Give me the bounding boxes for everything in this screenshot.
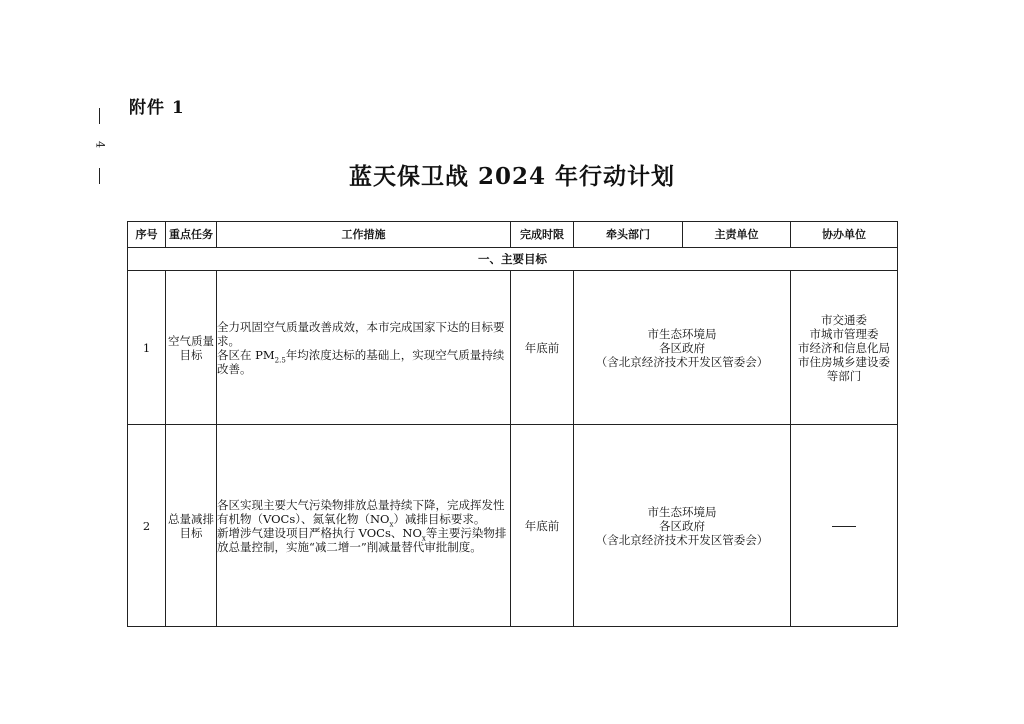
header-deadline: 完成时限: [511, 222, 574, 248]
table-row: [128, 271, 898, 425]
measure-text: 新增涉气建设项目严格执行 VOCs、$NO_x$等主要污染物排放总量控制，实施“减二增一”削减量替代审批制度。: [217, 525, 507, 554]
page-title: 蓝天保卫战 2024 年行动计划: [348, 163, 676, 190]
section-row: [128, 248, 898, 271]
row-number: 2: [128, 425, 166, 627]
row-measures: [217, 425, 511, 627]
table-header-row: [128, 222, 898, 248]
page-number: 4: [93, 141, 107, 148]
header-measures: 工作措施: [217, 222, 511, 248]
header-no: 序号: [128, 222, 166, 248]
row-task: 总量减排目标: [166, 425, 217, 627]
measure-text: 各区实现主要大气污染物排放总量持续下降，完成挥发性有机物（VOCs）、氮氧化物$(NO_x)$减排目标要求。: [217, 497, 505, 528]
measure-text: 各区在 $PM_{2.5}$年均浓度达标的基础上，实现空气质量持续改善。: [217, 347, 505, 376]
row-lead-department: 市生态环境局 各区政府 （含北京经济技术开发区管委会）: [574, 425, 791, 627]
action-plan-table: [127, 221, 898, 627]
header-task: 重点任务: [166, 222, 217, 248]
page-marker-dash-top: [99, 108, 100, 124]
row-deadline: 年底前: [511, 271, 574, 425]
empty-dash-mark: [832, 526, 856, 527]
row-task: 空气质量目标: [166, 271, 217, 425]
row-assist-unit: 市交通委 市城市管理委 市经济和信息化局 市住房城乡建设委 等部门: [791, 271, 898, 425]
row-assist-unit: [791, 425, 898, 627]
attachment-label: 附件 1: [129, 98, 185, 118]
row-measures: [217, 271, 511, 425]
row-lead-department: 市生态环境局 各区政府 （含北京经济技术开发区管委会）: [574, 271, 791, 425]
measure-text: 全力巩固空气质量改善成效，本市完成国家下达的目标要求。: [217, 319, 505, 348]
table-row: [128, 425, 898, 627]
header-main-unit: 主责单位: [683, 222, 791, 248]
row-deadline: 年底前: [511, 425, 574, 627]
row-number: 1: [128, 271, 166, 425]
header-assist-unit: 协办单位: [791, 222, 898, 248]
header-lead-department: 牵头部门: [574, 222, 683, 248]
section-title: 一、主要目标: [128, 248, 898, 271]
